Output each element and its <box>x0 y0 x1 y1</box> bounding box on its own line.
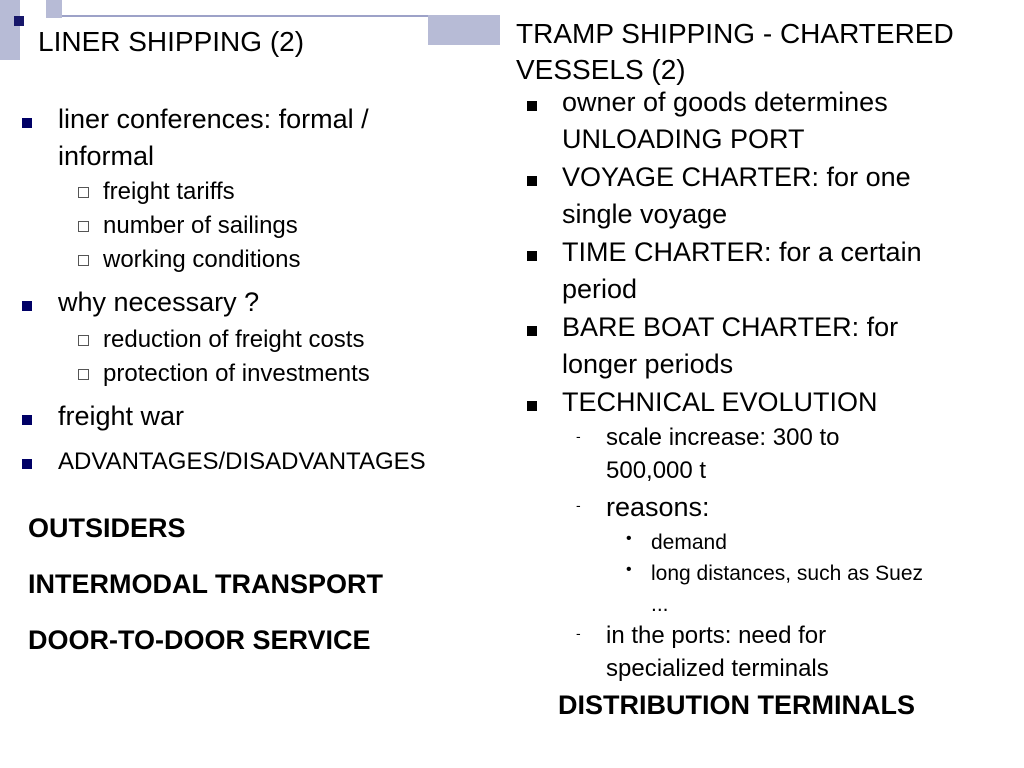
sub-list-item: reasons: <box>606 492 710 522</box>
list-item: TIME CHARTER: for a certain period <box>562 237 922 304</box>
hollow-square-bullet-icon <box>78 333 89 351</box>
sub-sub-list-item: long distances, such as Suez ... <box>651 562 923 616</box>
square-bullet-icon <box>22 115 32 133</box>
sub-list-item: freight tariffs <box>103 178 235 205</box>
bold-heading-distribution-terminals: DISTRIBUTION TERMINALS <box>558 690 915 720</box>
list-item: BARE BOAT CHARTER: for longer periods <box>562 312 899 379</box>
bold-heading-outsiders: OUTSIDERS <box>28 513 186 543</box>
hollow-square-bullet-icon <box>78 253 89 271</box>
square-bullet-icon <box>527 98 537 116</box>
hollow-square-bullet-icon <box>78 185 89 203</box>
header-decor-square <box>14 16 24 26</box>
sub-list-item: scale increase: 300 to 500,000 t <box>606 424 840 484</box>
right-title: TRAMP SHIPPING - CHARTERED VESSELS (2) <box>516 18 954 85</box>
list-item: TECHNICAL EVOLUTION <box>562 387 878 417</box>
square-bullet-icon <box>527 323 537 341</box>
list-item: freight war <box>58 401 185 431</box>
bold-heading-door-to-door: DOOR-TO-DOOR SERVICE <box>28 625 371 655</box>
header-decor-bar <box>428 15 500 45</box>
header-decor-block <box>0 0 20 60</box>
list-item: owner of goods determines UNLOADING PORT <box>562 87 888 154</box>
list-item: VOYAGE CHARTER: for one single voyage <box>562 162 911 229</box>
dash-bullet-icon: - <box>576 428 581 444</box>
sub-list-item: working conditions <box>103 246 301 273</box>
dash-bullet-icon: - <box>576 625 581 641</box>
sub-list-item: reduction of freight costs <box>103 326 365 353</box>
dash-bullet-icon: - <box>576 497 581 513</box>
square-bullet-icon <box>22 412 32 430</box>
square-bullet-icon <box>527 173 537 191</box>
sub-list-item: number of sailings <box>103 212 298 239</box>
square-bullet-icon <box>527 398 537 416</box>
left-title: LINER SHIPPING (2) <box>38 26 305 57</box>
sub-sub-list-item: demand <box>651 531 727 554</box>
sub-list-item: in the ports: need for specialized terminals <box>606 622 829 682</box>
dot-bullet-icon: • <box>626 530 632 547</box>
list-item: why necessary ? <box>58 287 260 317</box>
square-bullet-icon <box>22 456 32 474</box>
list-item: ADVANTAGES/DISADVANTAGES <box>58 448 426 475</box>
hollow-square-bullet-icon <box>78 367 89 385</box>
header-decor-line <box>62 15 428 17</box>
sub-list-item: protection of investments <box>103 360 370 387</box>
header-decor-block-small <box>46 0 62 18</box>
square-bullet-icon <box>22 298 32 316</box>
square-bullet-icon <box>527 248 537 266</box>
list-item: liner conferences: formal / informal <box>58 104 369 171</box>
dot-bullet-icon: • <box>626 561 632 578</box>
hollow-square-bullet-icon <box>78 219 89 237</box>
bold-heading-intermodal: INTERMODAL TRANSPORT <box>28 569 383 599</box>
